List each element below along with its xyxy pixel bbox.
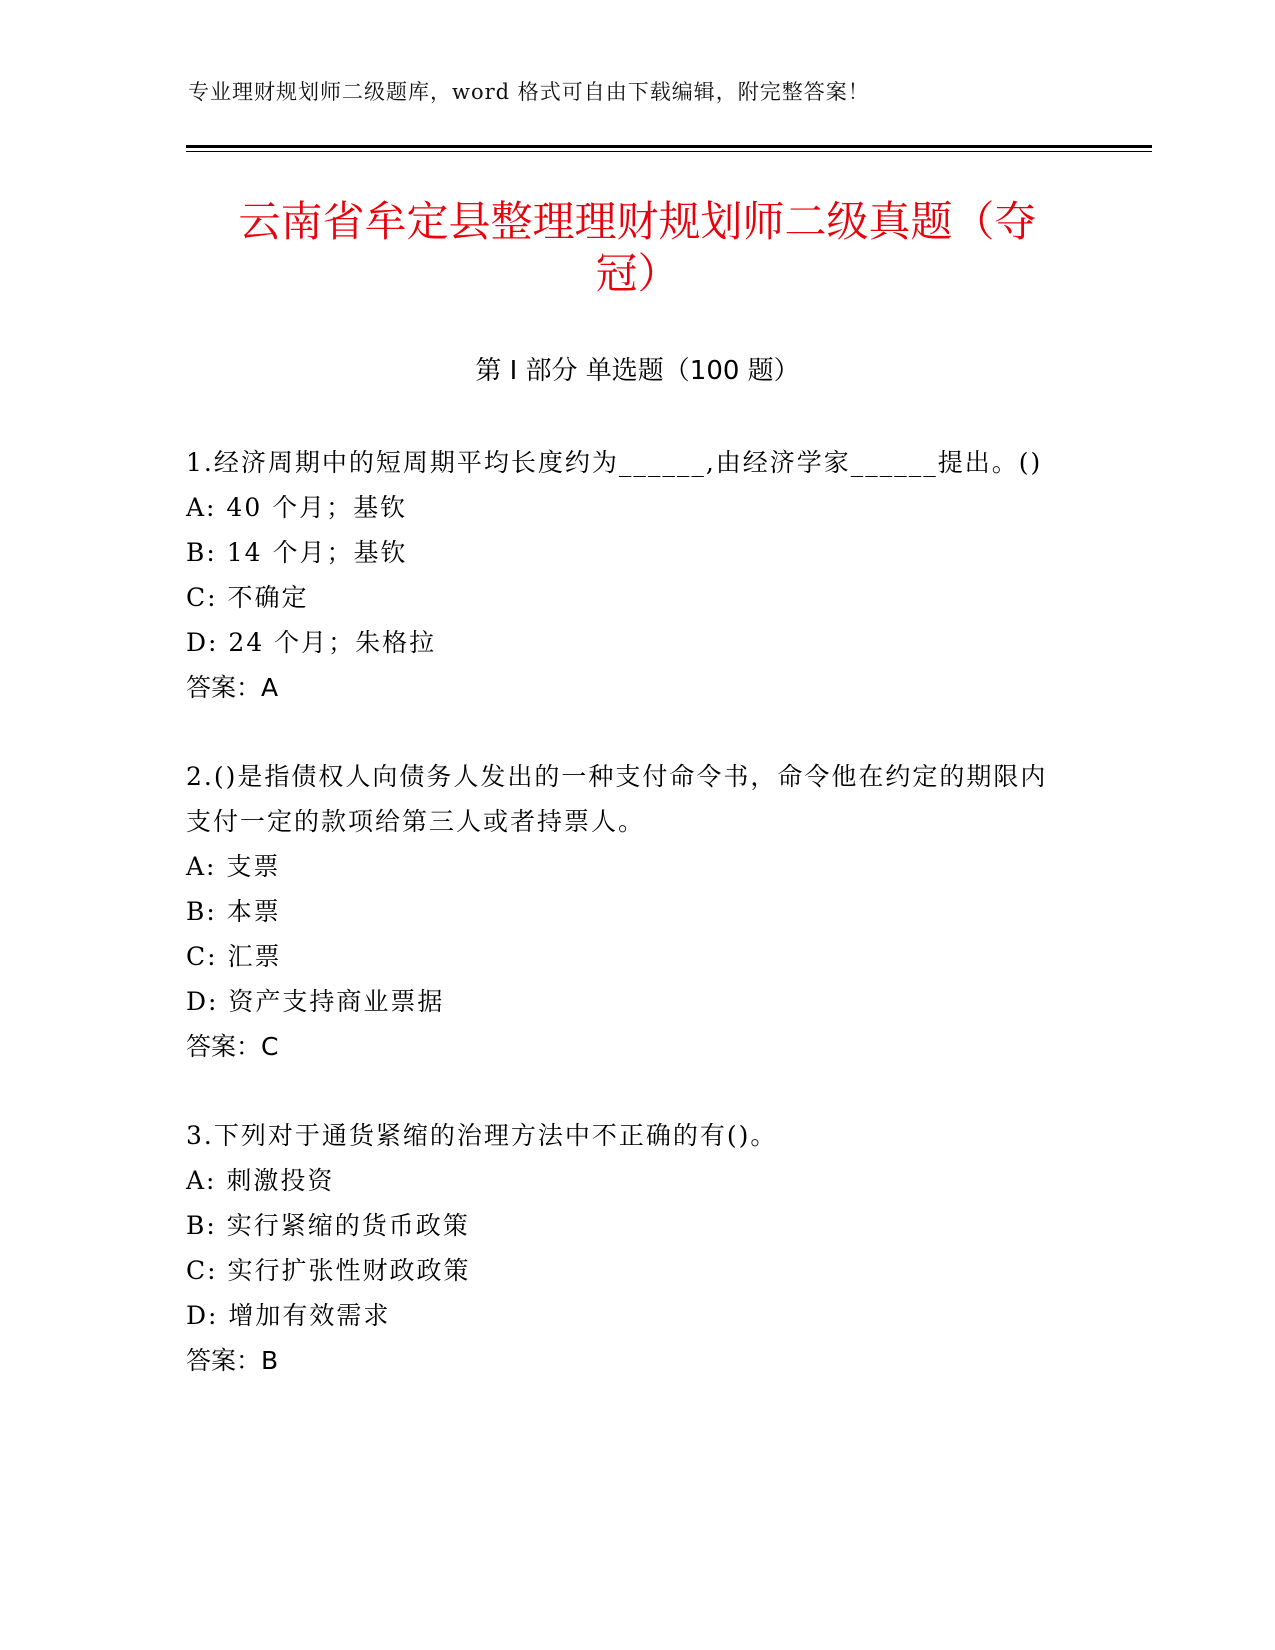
option-b: B: 实行紧缩的货币政策 bbox=[186, 1211, 470, 1240]
header-note: 专业理财规划师二级题库，word 格式可自由下载编辑，附完整答案！ bbox=[188, 80, 870, 104]
header-rule-thin bbox=[186, 151, 1152, 152]
option-d: D: 资产支持商业票据 bbox=[186, 987, 445, 1016]
option-b: B: 14 个月；基钦 bbox=[186, 538, 408, 567]
question-2 bbox=[186, 754, 1066, 1069]
answer: 答案：B bbox=[186, 1346, 279, 1375]
question-3 bbox=[186, 1113, 1066, 1383]
header-rule-thick bbox=[186, 145, 1152, 148]
option-c: C: 实行扩张性财政政策 bbox=[186, 1256, 471, 1285]
answer: 答案：A bbox=[186, 673, 279, 702]
question-text: 1.经济周期中的短周期平均长度约为______,由经济学家______提出。() bbox=[186, 448, 1043, 477]
option-a: A: 刺激投资 bbox=[186, 1166, 335, 1195]
option-c: C: 汇票 bbox=[186, 942, 282, 971]
section-title: 第 I 部分 单选题（100 题） bbox=[475, 356, 800, 386]
question-list bbox=[186, 440, 1066, 1427]
answer: 答案：C bbox=[186, 1032, 279, 1061]
option-a: A: 支票 bbox=[186, 852, 281, 881]
document-title-line-2: 冠） bbox=[595, 249, 680, 298]
document-title-line-1: 云南省牟定县整理理财规划师二级真题（夺 bbox=[238, 197, 1037, 246]
question-text: 2.()是指债权人向债务人发出的一种支付命令书，命令他在约定的期限内支付一定的款项给第三人或者持票人。 bbox=[186, 762, 1048, 836]
option-c: C: 不确定 bbox=[186, 583, 309, 612]
question-1 bbox=[186, 440, 1066, 710]
option-d: D: 24 个月；朱格拉 bbox=[186, 628, 437, 657]
option-a: A: 40 个月；基钦 bbox=[186, 493, 408, 522]
option-d: D: 增加有效需求 bbox=[186, 1301, 391, 1330]
option-b: B: 本票 bbox=[186, 897, 281, 926]
document-title bbox=[180, 196, 1095, 300]
question-text: 3.下列对于通货紧缩的治理方法中不正确的有()。 bbox=[186, 1121, 778, 1150]
